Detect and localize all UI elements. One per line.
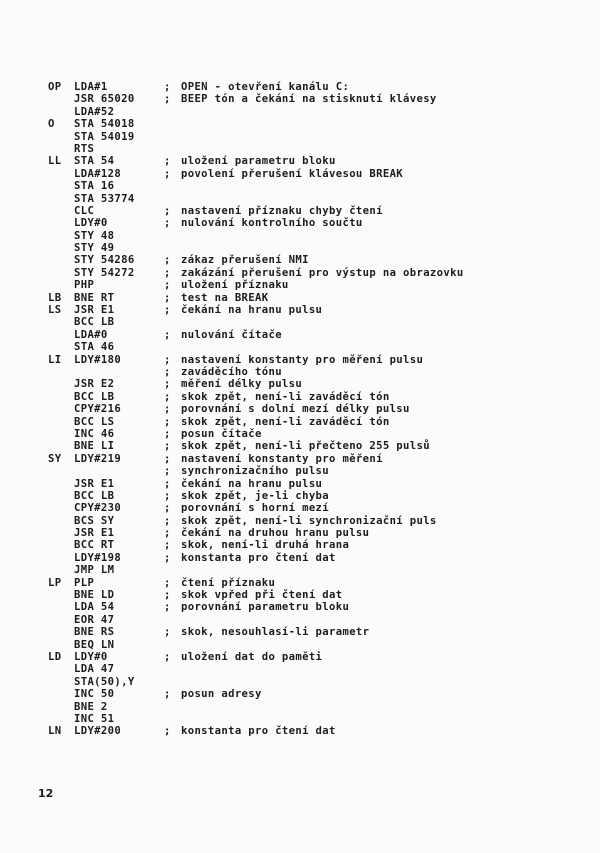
code-comment: skok, nesouhlasí-li parametr — [181, 626, 370, 639]
code-instruction: BEQ LN — [74, 638, 115, 651]
code-line — [0, 81, 600, 93]
code-comment: posun adresy — [181, 688, 262, 701]
code-line — [0, 354, 600, 366]
code-line — [0, 267, 600, 279]
code-line — [0, 490, 600, 502]
comment-marker: ; — [164, 365, 171, 378]
code-line — [0, 93, 600, 105]
code-line — [0, 651, 600, 663]
code-line — [0, 230, 600, 242]
code-comment: konstanta pro čtení dat — [181, 725, 336, 738]
code-instruction: BNE LD — [74, 589, 115, 602]
code-instruction: INC 50 — [74, 688, 115, 701]
code-label: O — [48, 118, 55, 131]
comment-marker: ; — [164, 93, 171, 106]
code-line — [0, 292, 600, 304]
code-instruction: STA 54018 — [74, 118, 135, 131]
comment-marker: ; — [164, 465, 171, 478]
comment-marker: ; — [164, 576, 171, 589]
code-label: LP — [48, 576, 62, 589]
code-instruction: JSR E1 — [74, 477, 115, 490]
code-comment: nastavení příznaku chyby čtení — [181, 204, 383, 217]
code-comment: nulování kontrolního součtu — [181, 217, 363, 230]
code-line — [0, 515, 600, 527]
code-line — [0, 589, 600, 601]
comment-marker: ; — [164, 688, 171, 701]
code-instruction: STY 49 — [74, 242, 115, 255]
code-label: SY — [48, 452, 62, 465]
comment-marker: ; — [164, 626, 171, 639]
code-comment: čekání na druhou hranu pulsu — [181, 527, 370, 540]
code-comment: skok zpět, není-li synchronizační puls — [181, 514, 437, 527]
code-line — [0, 478, 600, 490]
code-instruction: LDA#52 — [74, 105, 115, 118]
code-comment: skok zpět, není-li přečteno 255 pulsů — [181, 440, 430, 453]
code-listing — [0, 81, 600, 738]
code-line — [0, 143, 600, 155]
comment-marker: ; — [164, 601, 171, 614]
code-instruction: LDY#0 — [74, 650, 108, 663]
code-line — [0, 539, 600, 551]
code-line — [0, 502, 600, 514]
code-label: LN — [48, 725, 62, 738]
code-instruction: JSR E1 — [74, 527, 115, 540]
comment-marker: ; — [164, 539, 171, 552]
code-instruction: STA 54 — [74, 155, 115, 168]
comment-marker: ; — [164, 279, 171, 292]
code-line — [0, 676, 600, 688]
code-comment: nastavení konstanty pro měření — [181, 452, 383, 465]
code-instruction: CPY#230 — [74, 502, 122, 515]
code-line — [0, 118, 600, 130]
code-comment: test na BREAK — [181, 291, 269, 304]
code-line — [0, 329, 600, 341]
code-line — [0, 453, 600, 465]
code-instruction: BCS SY — [74, 514, 115, 527]
code-line — [0, 428, 600, 440]
code-instruction: BCC LS — [74, 415, 115, 428]
code-line — [0, 106, 600, 118]
code-instruction: INC 46 — [74, 427, 115, 440]
code-line — [0, 316, 600, 328]
code-label: LS — [48, 304, 62, 317]
code-line — [0, 279, 600, 291]
comment-marker: ; — [164, 155, 171, 168]
code-label: LB — [48, 291, 62, 304]
code-comment: porovnání s dolní mezí délky pulsu — [181, 403, 410, 416]
code-instruction: JSR E1 — [74, 304, 115, 317]
comment-marker: ; — [164, 589, 171, 602]
code-instruction: CPY#216 — [74, 403, 122, 416]
code-line — [0, 614, 600, 626]
code-line — [0, 131, 600, 143]
code-label: LD — [48, 650, 62, 663]
code-line — [0, 465, 600, 477]
code-line — [0, 601, 600, 613]
comment-marker: ; — [164, 254, 171, 267]
code-comment: posun čítače — [181, 427, 262, 440]
comment-marker: ; — [164, 81, 171, 93]
page-number: 12 — [38, 787, 54, 800]
code-instruction: JSR 65020 — [74, 93, 135, 106]
code-line — [0, 577, 600, 589]
comment-marker: ; — [164, 427, 171, 440]
comment-marker: ; — [164, 217, 171, 230]
code-instruction: LDA#1 — [74, 81, 108, 93]
comment-marker: ; — [164, 390, 171, 403]
code-comment: konstanta pro čtení dat — [181, 551, 336, 564]
code-instruction: STY 54286 — [74, 254, 135, 267]
code-instruction: STA 53774 — [74, 192, 135, 205]
code-line — [0, 527, 600, 539]
code-comment: zaváděcího tónu — [181, 365, 282, 378]
code-instruction: LDY#200 — [74, 725, 122, 738]
code-line — [0, 155, 600, 167]
code-line — [0, 688, 600, 700]
comment-marker: ; — [164, 477, 171, 490]
code-line — [0, 168, 600, 180]
code-instruction: STA(50),Y — [74, 675, 135, 688]
comment-marker: ; — [164, 266, 171, 279]
code-line — [0, 403, 600, 415]
code-comment: uložení dat do paměti — [181, 650, 323, 663]
code-line — [0, 341, 600, 353]
comment-marker: ; — [164, 415, 171, 428]
code-instruction: BNE RS — [74, 626, 115, 639]
comment-marker: ; — [164, 353, 171, 366]
code-comment: skok zpět, je-li chyba — [181, 489, 330, 502]
code-instruction: STA 54019 — [74, 130, 135, 143]
code-comment: skok zpět, není-li zaváděcí tón — [181, 415, 390, 428]
code-instruction: BNE LI — [74, 440, 115, 453]
code-line — [0, 639, 600, 651]
comment-marker: ; — [164, 378, 171, 391]
code-instruction: LDA#0 — [74, 328, 108, 341]
code-instruction: JSR E2 — [74, 378, 115, 391]
code-label: LL — [48, 155, 62, 168]
code-instruction: RTS — [74, 142, 95, 155]
code-line — [0, 304, 600, 316]
comment-marker: ; — [164, 167, 171, 180]
code-instruction: LDY#198 — [74, 551, 122, 564]
code-instruction: EOR 47 — [74, 613, 115, 626]
code-instruction: BCC LB — [74, 390, 115, 403]
code-instruction: BNE RT — [74, 291, 115, 304]
code-comment: zakázání přerušení pro výstup na obrazovku — [181, 266, 464, 279]
code-instruction: STY 48 — [74, 229, 115, 242]
comment-marker: ; — [164, 403, 171, 416]
code-line — [0, 663, 600, 675]
code-line — [0, 564, 600, 576]
code-line — [0, 416, 600, 428]
code-comment: skok zpět, není-li zaváděcí tón — [181, 390, 390, 403]
comment-marker: ; — [164, 291, 171, 304]
code-instruction: PHP — [74, 279, 95, 292]
code-instruction: LDY#0 — [74, 217, 108, 230]
code-comment: čekání na hranu pulsu — [181, 304, 323, 317]
code-line — [0, 217, 600, 229]
code-instruction: BCC LB — [74, 316, 115, 329]
code-line — [0, 366, 600, 378]
code-line — [0, 205, 600, 217]
code-instruction: LDY#180 — [74, 353, 122, 366]
code-line — [0, 391, 600, 403]
code-comment: nastavení konstanty pro měření pulsu — [181, 353, 424, 366]
code-comment: měření délky pulsu — [181, 378, 303, 391]
code-line — [0, 626, 600, 638]
code-instruction: PLP — [74, 576, 95, 589]
code-label: OP — [48, 81, 62, 93]
code-comment: BEEP tón a čekání na stisknutí klávesy — [181, 93, 437, 106]
code-comment: uložení příznaku — [181, 279, 289, 292]
code-comment: čtení příznaku — [181, 576, 276, 589]
code-line — [0, 701, 600, 713]
code-comment: OPEN - otevření kanálu C: — [181, 81, 350, 93]
code-line — [0, 440, 600, 452]
code-line — [0, 378, 600, 390]
code-comment: skok vpřed při čtení dat — [181, 589, 343, 602]
code-comment: uložení parametru bloku — [181, 155, 336, 168]
code-line — [0, 725, 600, 737]
code-instruction: JMP LM — [74, 564, 115, 577]
code-comment: čekání na hranu pulsu — [181, 477, 323, 490]
comment-marker: ; — [164, 502, 171, 515]
comment-marker: ; — [164, 489, 171, 502]
code-comment: povolení přerušení klávesou BREAK — [181, 167, 404, 180]
comment-marker: ; — [164, 204, 171, 217]
code-line — [0, 254, 600, 266]
comment-marker: ; — [164, 514, 171, 527]
code-line — [0, 180, 600, 192]
code-instruction: STA 46 — [74, 341, 115, 354]
code-comment: porovnání s horní mezí — [181, 502, 330, 515]
code-instruction: LDY#219 — [74, 452, 122, 465]
code-instruction: LDA 54 — [74, 601, 115, 614]
comment-marker: ; — [164, 725, 171, 738]
code-instruction: LDA#128 — [74, 167, 122, 180]
code-line — [0, 713, 600, 725]
code-label: LI — [48, 353, 62, 366]
comment-marker: ; — [164, 328, 171, 341]
code-instruction: BCC RT — [74, 539, 115, 552]
code-instruction: CLC — [74, 204, 95, 217]
comment-marker: ; — [164, 551, 171, 564]
comment-marker: ; — [164, 304, 171, 317]
code-comment: skok, není-li druhá hrana — [181, 539, 350, 552]
code-comment: porovnání parametru bloku — [181, 601, 350, 614]
comment-marker: ; — [164, 650, 171, 663]
code-instruction: LDA 47 — [74, 663, 115, 676]
code-line — [0, 193, 600, 205]
code-line — [0, 242, 600, 254]
comment-marker: ; — [164, 440, 171, 453]
code-line — [0, 552, 600, 564]
code-comment: zákaz přerušení NMI — [181, 254, 309, 267]
code-instruction: STA 16 — [74, 180, 115, 193]
code-instruction: BCC LB — [74, 489, 115, 502]
code-comment: nulování čítače — [181, 328, 282, 341]
code-instruction: STY 54272 — [74, 266, 135, 279]
code-instruction: BNE 2 — [74, 700, 108, 713]
comment-marker: ; — [164, 527, 171, 540]
code-comment: synchronizačního pulsu — [181, 465, 330, 478]
code-instruction: INC 51 — [74, 712, 115, 725]
comment-marker: ; — [164, 452, 171, 465]
